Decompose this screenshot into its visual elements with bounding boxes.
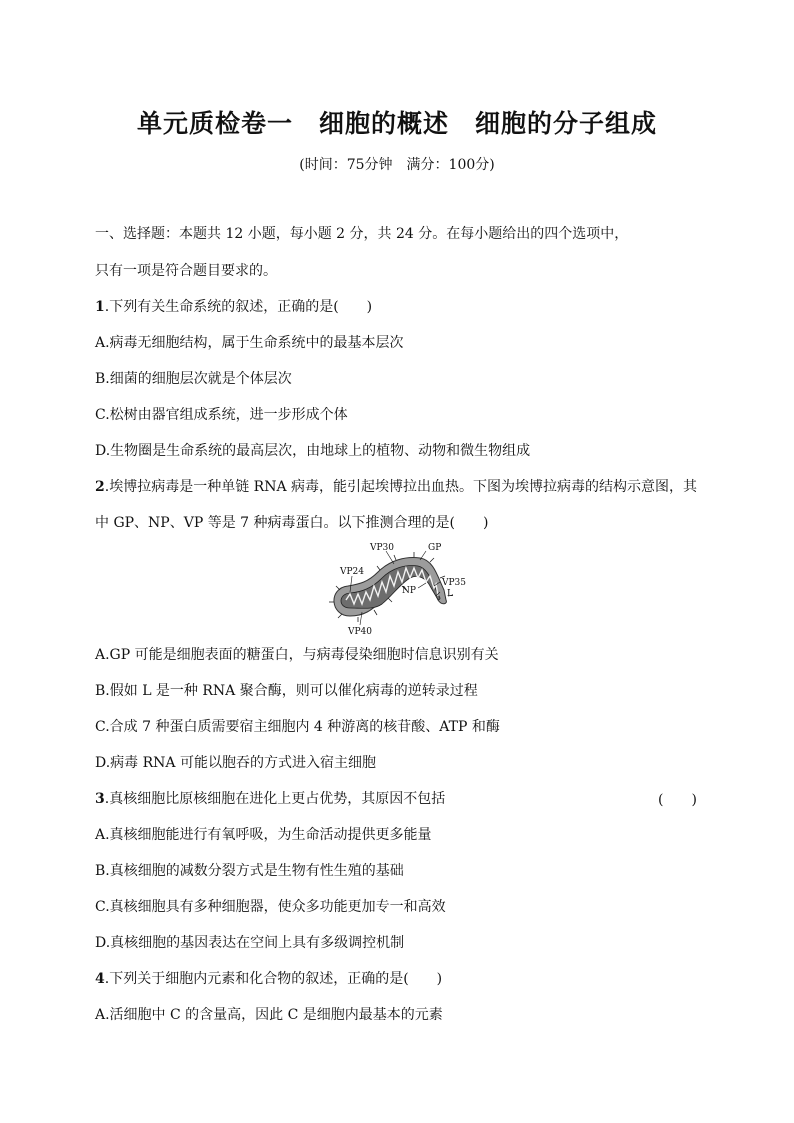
question-2-stem-line-2: 中 GP、NP、VP 等是 7 种病毒蛋白。以下推测合理的是( )	[95, 515, 489, 531]
question-text: .真核细胞比原核细胞在进化上更占优势，其原因不包括	[104, 791, 446, 807]
question-number: 3	[95, 791, 105, 807]
question-3-answer-blank: ( )	[658, 792, 697, 808]
title-part-1: 单元质检卷一	[136, 109, 293, 138]
question-3-option-a: A.真核细胞能进行有氧呼吸，为生命活动提供更多能量	[95, 827, 432, 843]
label-vp35: VP35	[442, 578, 467, 588]
question-1-option-a: A.病毒无细胞结构，属于生命系统中的最基本层次	[95, 335, 404, 351]
question-text: .下列关于细胞内元素和化合物的叙述，正确的是( )	[104, 971, 443, 987]
section-heading-line-1: 一、选择题：本题共 12 小题，每小题 2 分，共 24 分。在每小题给出的四个选项中，	[95, 226, 629, 242]
question-number: 4	[95, 971, 105, 987]
question-3-option-d: D.真核细胞的基因表达在空间上具有多级调控机制	[95, 935, 405, 951]
section-heading-line-2: 只有一项是符合题目要求的。	[95, 263, 277, 279]
question-2-option-b: B.假如 L 是一种 RNA 聚合酶，则可以催化病毒的逆转录过程	[95, 683, 478, 699]
label-gp: GP	[428, 543, 442, 553]
question-1-option-b: B.细菌的细胞层次就是个体层次	[95, 371, 292, 387]
exam-time-score: (时间：75分钟 满分：100分)	[299, 157, 495, 173]
question-text: .下列有关生命系统的叙述，正确的是( )	[104, 299, 373, 315]
question-1-stem	[95, 297, 372, 317]
question-2-stem-line-1	[95, 477, 697, 497]
question-2-option-c: C.合成 7 种蛋白质需要宿主细胞内 4 种游离的核苷酸、ATP 和酶	[95, 719, 500, 735]
question-2-option-d: D.病毒 RNA 可能以胞吞的方式进入宿主细胞	[95, 755, 376, 771]
label-vp24: VP24	[340, 567, 365, 577]
question-4-option-a: A.活细胞中 C 的含量高，因此 C 是细胞内最基本的元素	[95, 1007, 443, 1023]
ebola-virus-diagram	[320, 538, 480, 638]
question-3-stem	[95, 789, 445, 809]
question-3-option-c: C.真核细胞具有多种细胞器，使众多功能更加专一和高效	[95, 899, 446, 915]
label-vp30: VP30	[370, 543, 395, 553]
question-number: 1	[95, 299, 105, 315]
page-title	[0, 104, 794, 140]
question-1-option-d: D.生物圈是生命系统的最高层次，由地球上的植物、动物和微生物组成	[95, 443, 531, 459]
label-np: NP	[402, 586, 416, 596]
question-4-stem	[95, 969, 442, 989]
label-l: L	[447, 589, 453, 599]
question-text: .埃博拉病毒是一种单链 RNA 病毒，能引起埃博拉出血热。下图为埃博拉病毒的结构示意图，其	[104, 479, 697, 495]
question-number: 2	[95, 479, 105, 495]
question-3-option-b: B.真核细胞的减数分裂方式是生物有性生殖的基础	[95, 863, 404, 879]
label-vp40: VP40	[348, 627, 373, 637]
question-2-option-a: A.GP 可能是细胞表面的糖蛋白，与病毒侵染细胞时信息识别有关	[95, 647, 499, 663]
question-1-option-c: C.松树由器官组成系统，进一步形成个体	[95, 407, 348, 423]
title-part-3: 细胞的分子组成	[475, 109, 658, 138]
title-part-2: 细胞的概述	[318, 109, 449, 138]
